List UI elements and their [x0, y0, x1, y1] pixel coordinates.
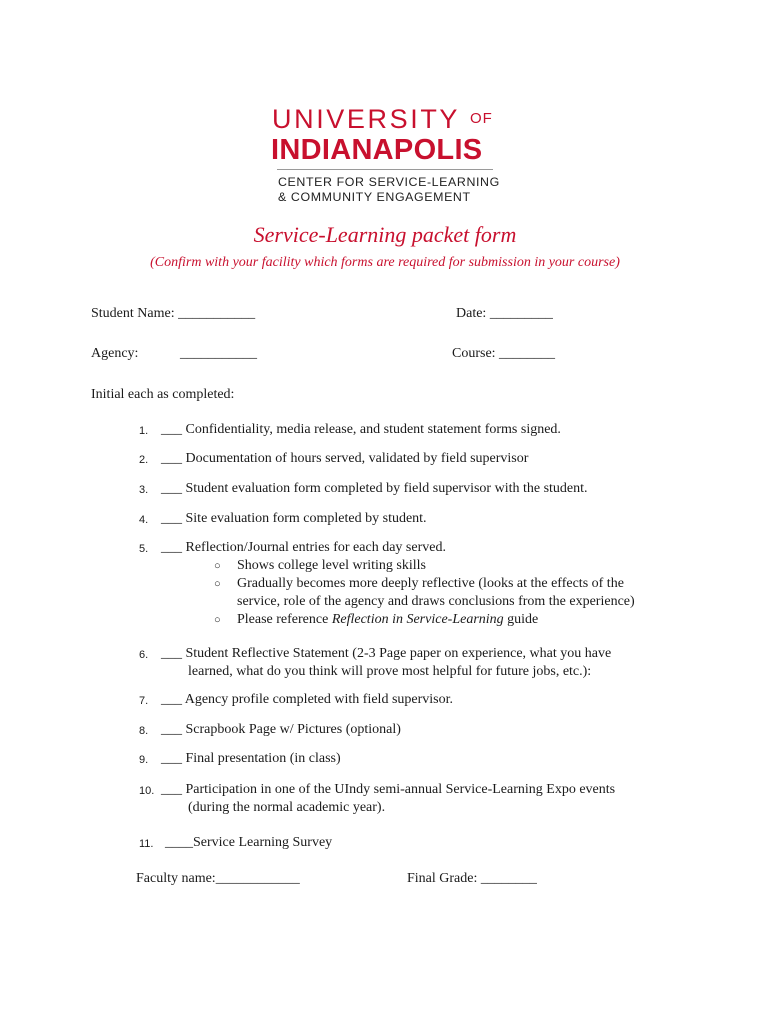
item-number: 8.: [139, 725, 149, 737]
item-number: 2.: [139, 454, 149, 466]
list-item: ___ Final presentation (in class): [161, 751, 341, 766]
item-number: 11.: [139, 838, 154, 850]
final-grade-field: Final Grade: ________: [407, 871, 537, 886]
list-item: ___ Student evaluation form completed by field supervisor with the student.: [161, 481, 588, 496]
date-field: Date: _________: [456, 306, 553, 321]
bullet-icon: ○: [214, 614, 221, 626]
logo-indianapolis-text: INDIANAPOLIS: [271, 134, 483, 166]
course-field: Course: ________: [452, 346, 556, 361]
item-number: 9.: [139, 754, 149, 766]
list-item: ___ Site evaluation form completed by student.: [161, 511, 427, 526]
list-item: ___ Reflection/Journal entries for each day served.: [161, 540, 446, 555]
list-item: ___ Participation in one of the UIndy semi-annual Service-Learning Expo events: [161, 782, 616, 797]
logo-divider: [277, 169, 493, 170]
sub-list-item-continued: service, role of the agency and draws conclusions from the experience): [237, 594, 635, 609]
logo-of-text: OF: [470, 110, 493, 127]
list-item: ___ Documentation of hours served, validated by field supervisor: [161, 451, 529, 466]
item-number: 3.: [139, 484, 149, 496]
bullet-icon: ○: [214, 560, 221, 572]
agency-blank: ___________: [180, 346, 257, 361]
list-item-continued: (during the normal academic year).: [188, 800, 386, 815]
faculty-name-field: Faculty name:____________: [136, 871, 300, 886]
sub-list-item: [237, 611, 538, 629]
item-number: 5.: [139, 543, 149, 555]
list-item: ____Service Learning Survey: [165, 835, 333, 850]
item-number: 10.: [139, 785, 155, 797]
list-item: ___ Agency profile completed with field supervisor.: [161, 692, 453, 707]
sub-list-item: Gradually becomes more deeply reflective (looks at the effects of the: [237, 576, 624, 591]
item-number: 4.: [139, 514, 149, 526]
agency-label: Agency:: [91, 346, 139, 361]
sub-item-suffix: guide: [503, 612, 539, 627]
list-item: ___ Scrapbook Page w/ Pictures (optional): [161, 722, 401, 737]
list-item: ___ Confidentiality, media release, and student statement forms signed.: [161, 422, 561, 437]
page-title: Service-Learning packet form: [253, 222, 517, 247]
sub-item-prefix: Please reference: [237, 612, 332, 627]
sub-list-item: Shows college level writing skills: [237, 558, 426, 573]
student-name-field: Student Name: ___________: [91, 306, 256, 321]
page-subtitle: (Confirm with your facility which forms are required for submission in your course): [150, 255, 620, 270]
instruction-text: Initial each as completed:: [91, 387, 235, 402]
list-item: ___ Student Reflective Statement (2-3 Page paper on experience, what you have: [161, 646, 612, 661]
bullet-icon: ○: [214, 578, 221, 590]
logo-center-line1: CENTER FOR SERVICE-LEARNING: [278, 175, 500, 189]
item-number: 6.: [139, 649, 149, 661]
item-number: 7.: [139, 695, 149, 707]
list-item-continued: learned, what do you think will prove most helpful for future jobs, etc.):: [188, 664, 592, 679]
sub-item-guide-title: Reflection in Service-Learning: [331, 612, 504, 627]
logo-center-line2: & COMMUNITY ENGAGEMENT: [278, 190, 471, 204]
logo-university-text: UNIVERSITY: [272, 104, 461, 134]
item-number: 1.: [139, 425, 149, 437]
